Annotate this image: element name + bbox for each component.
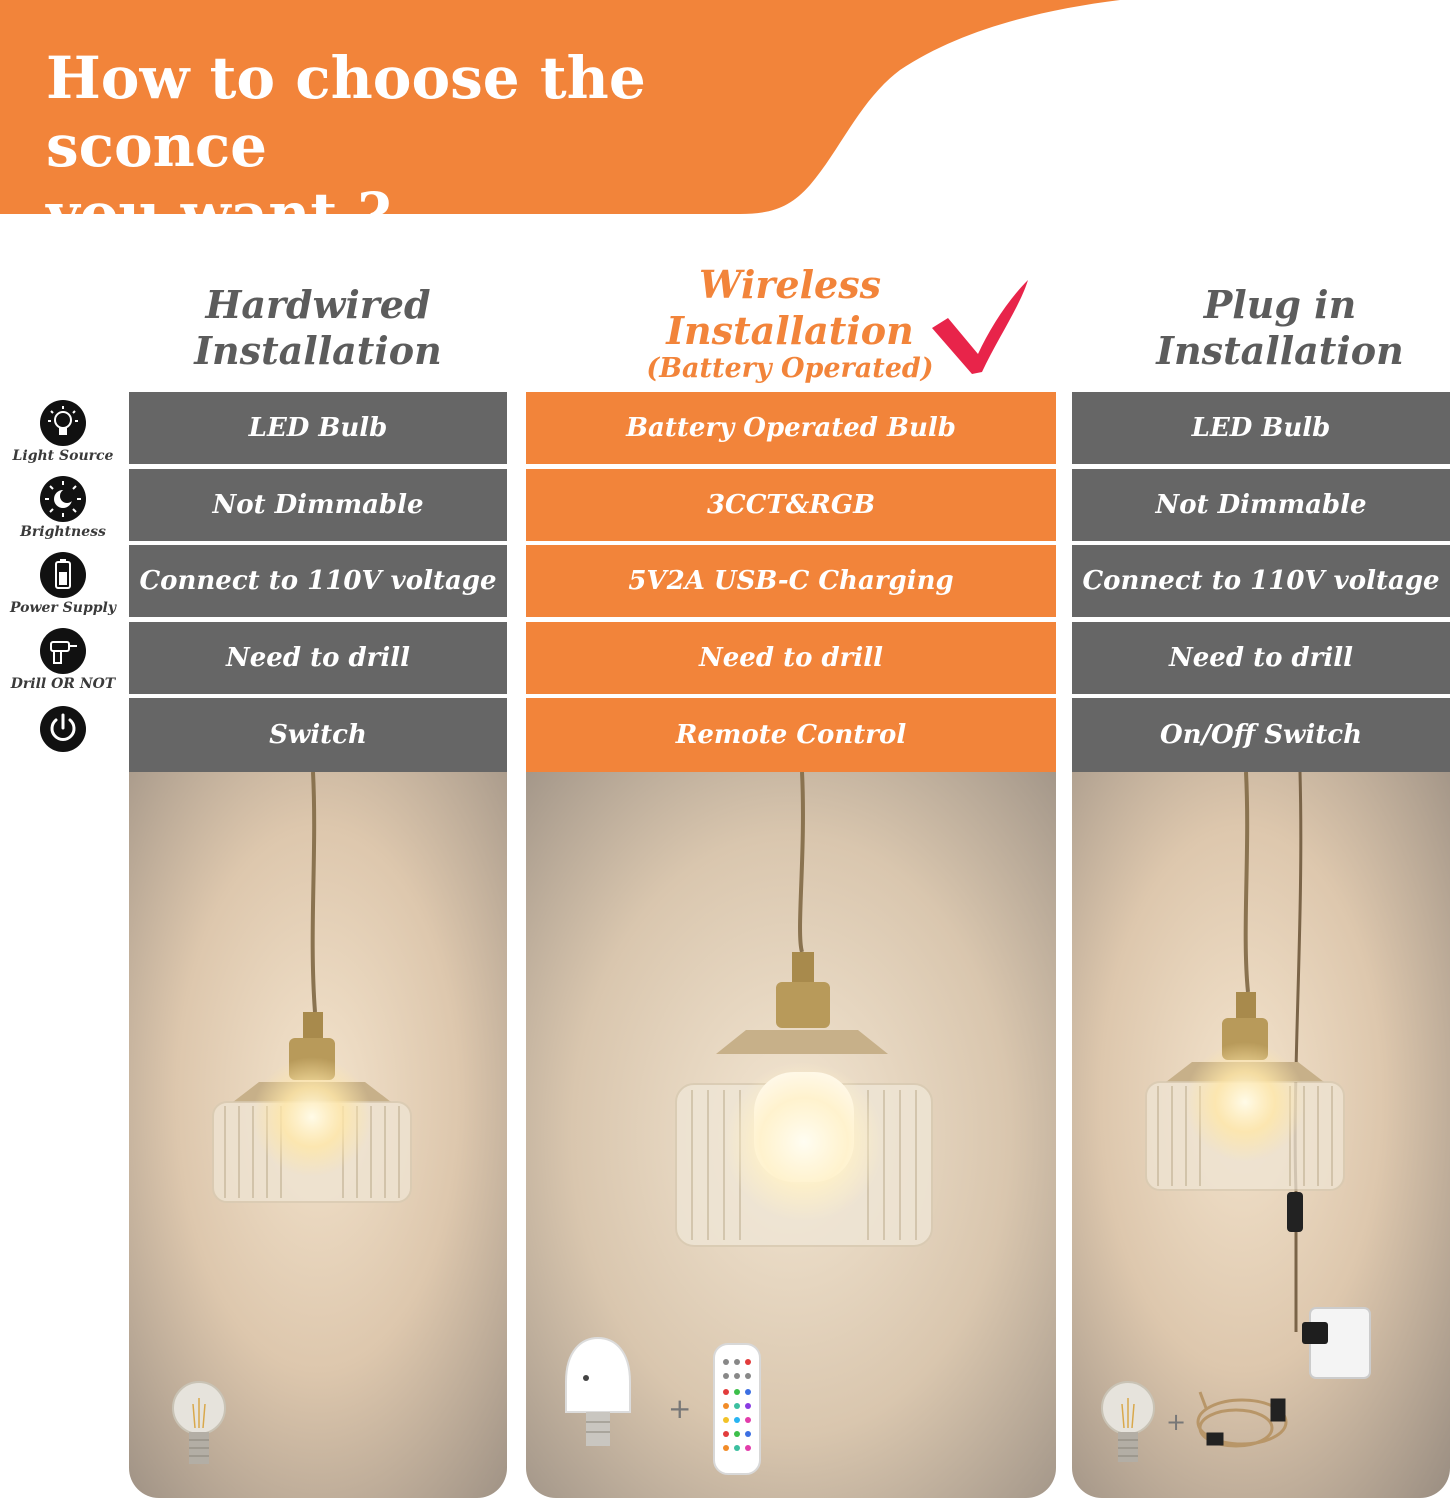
legend-drill <box>0 628 126 692</box>
plus-sign: + <box>668 1392 692 1425</box>
column-title-line: Installation <box>1156 328 1404 373</box>
power-icon <box>40 706 86 752</box>
spec-switch: On/Off Switch <box>1072 698 1450 772</box>
column-plugin <box>1072 392 1450 1498</box>
battery-icon <box>40 552 86 598</box>
legend-power-supply <box>0 552 126 616</box>
spec-brightness: Not Dimmable <box>1072 469 1450 541</box>
spec-drill: Need to drill <box>526 622 1056 694</box>
legend-label: Drill OR NOT <box>10 676 116 692</box>
light-bulb-icon <box>40 400 86 446</box>
header-banner <box>0 0 1454 248</box>
column-wireless <box>526 392 1056 1498</box>
spec-light-source: LED Bulb <box>1072 392 1450 464</box>
spec-light-source: Battery Operated Bulb <box>526 392 1056 464</box>
column-title-line: Wireless <box>698 262 882 307</box>
drill-icon <box>40 628 86 674</box>
legend-light-source <box>0 400 126 464</box>
product-photo-plugin <box>1072 772 1450 1498</box>
spec-drill: Need to drill <box>1072 622 1450 694</box>
spec-light-source: LED Bulb <box>129 392 507 464</box>
spec-drill: Need to drill <box>129 622 507 694</box>
remote-control-icon <box>714 1344 760 1474</box>
spec-brightness: 3CCT&RGB <box>526 469 1056 541</box>
column-title-line: Installation <box>194 328 442 373</box>
column-title-line: Plug in <box>1203 282 1357 327</box>
spec-switch: Switch <box>129 698 507 772</box>
product-photo-wireless <box>526 772 1056 1498</box>
column-title-line: Hardwired <box>205 282 431 327</box>
spec-power-supply: Connect to 110V voltage <box>129 545 507 617</box>
spec-power-supply: Connect to 110V voltage <box>1072 545 1450 617</box>
legend-label: Light Source <box>12 448 114 464</box>
column-header-plugin <box>1090 282 1454 374</box>
column-header-hardwired <box>129 282 507 374</box>
inline-switch-icon <box>1287 1192 1303 1232</box>
column-hardwired <box>129 392 507 1498</box>
spec-switch: Remote Control <box>526 698 1056 772</box>
spec-brightness: Not Dimmable <box>129 469 507 541</box>
column-title-line: Installation <box>666 308 914 353</box>
brightness-icon <box>40 476 86 522</box>
check-mark-icon <box>928 276 1032 376</box>
column-subtitle: (Battery Operated) <box>646 353 934 384</box>
legend-label: Brightness <box>20 524 106 540</box>
legend-label: Power Supply <box>9 600 117 616</box>
plus-sign: + <box>1166 1408 1187 1436</box>
page-title: How to choose the sconce you want ? <box>46 44 646 248</box>
spec-power-supply: 5V2A USB-C Charging <box>526 545 1056 617</box>
legend-brightness <box>0 476 126 540</box>
legend-switch <box>0 706 126 752</box>
product-photo-hardwired <box>129 772 507 1498</box>
